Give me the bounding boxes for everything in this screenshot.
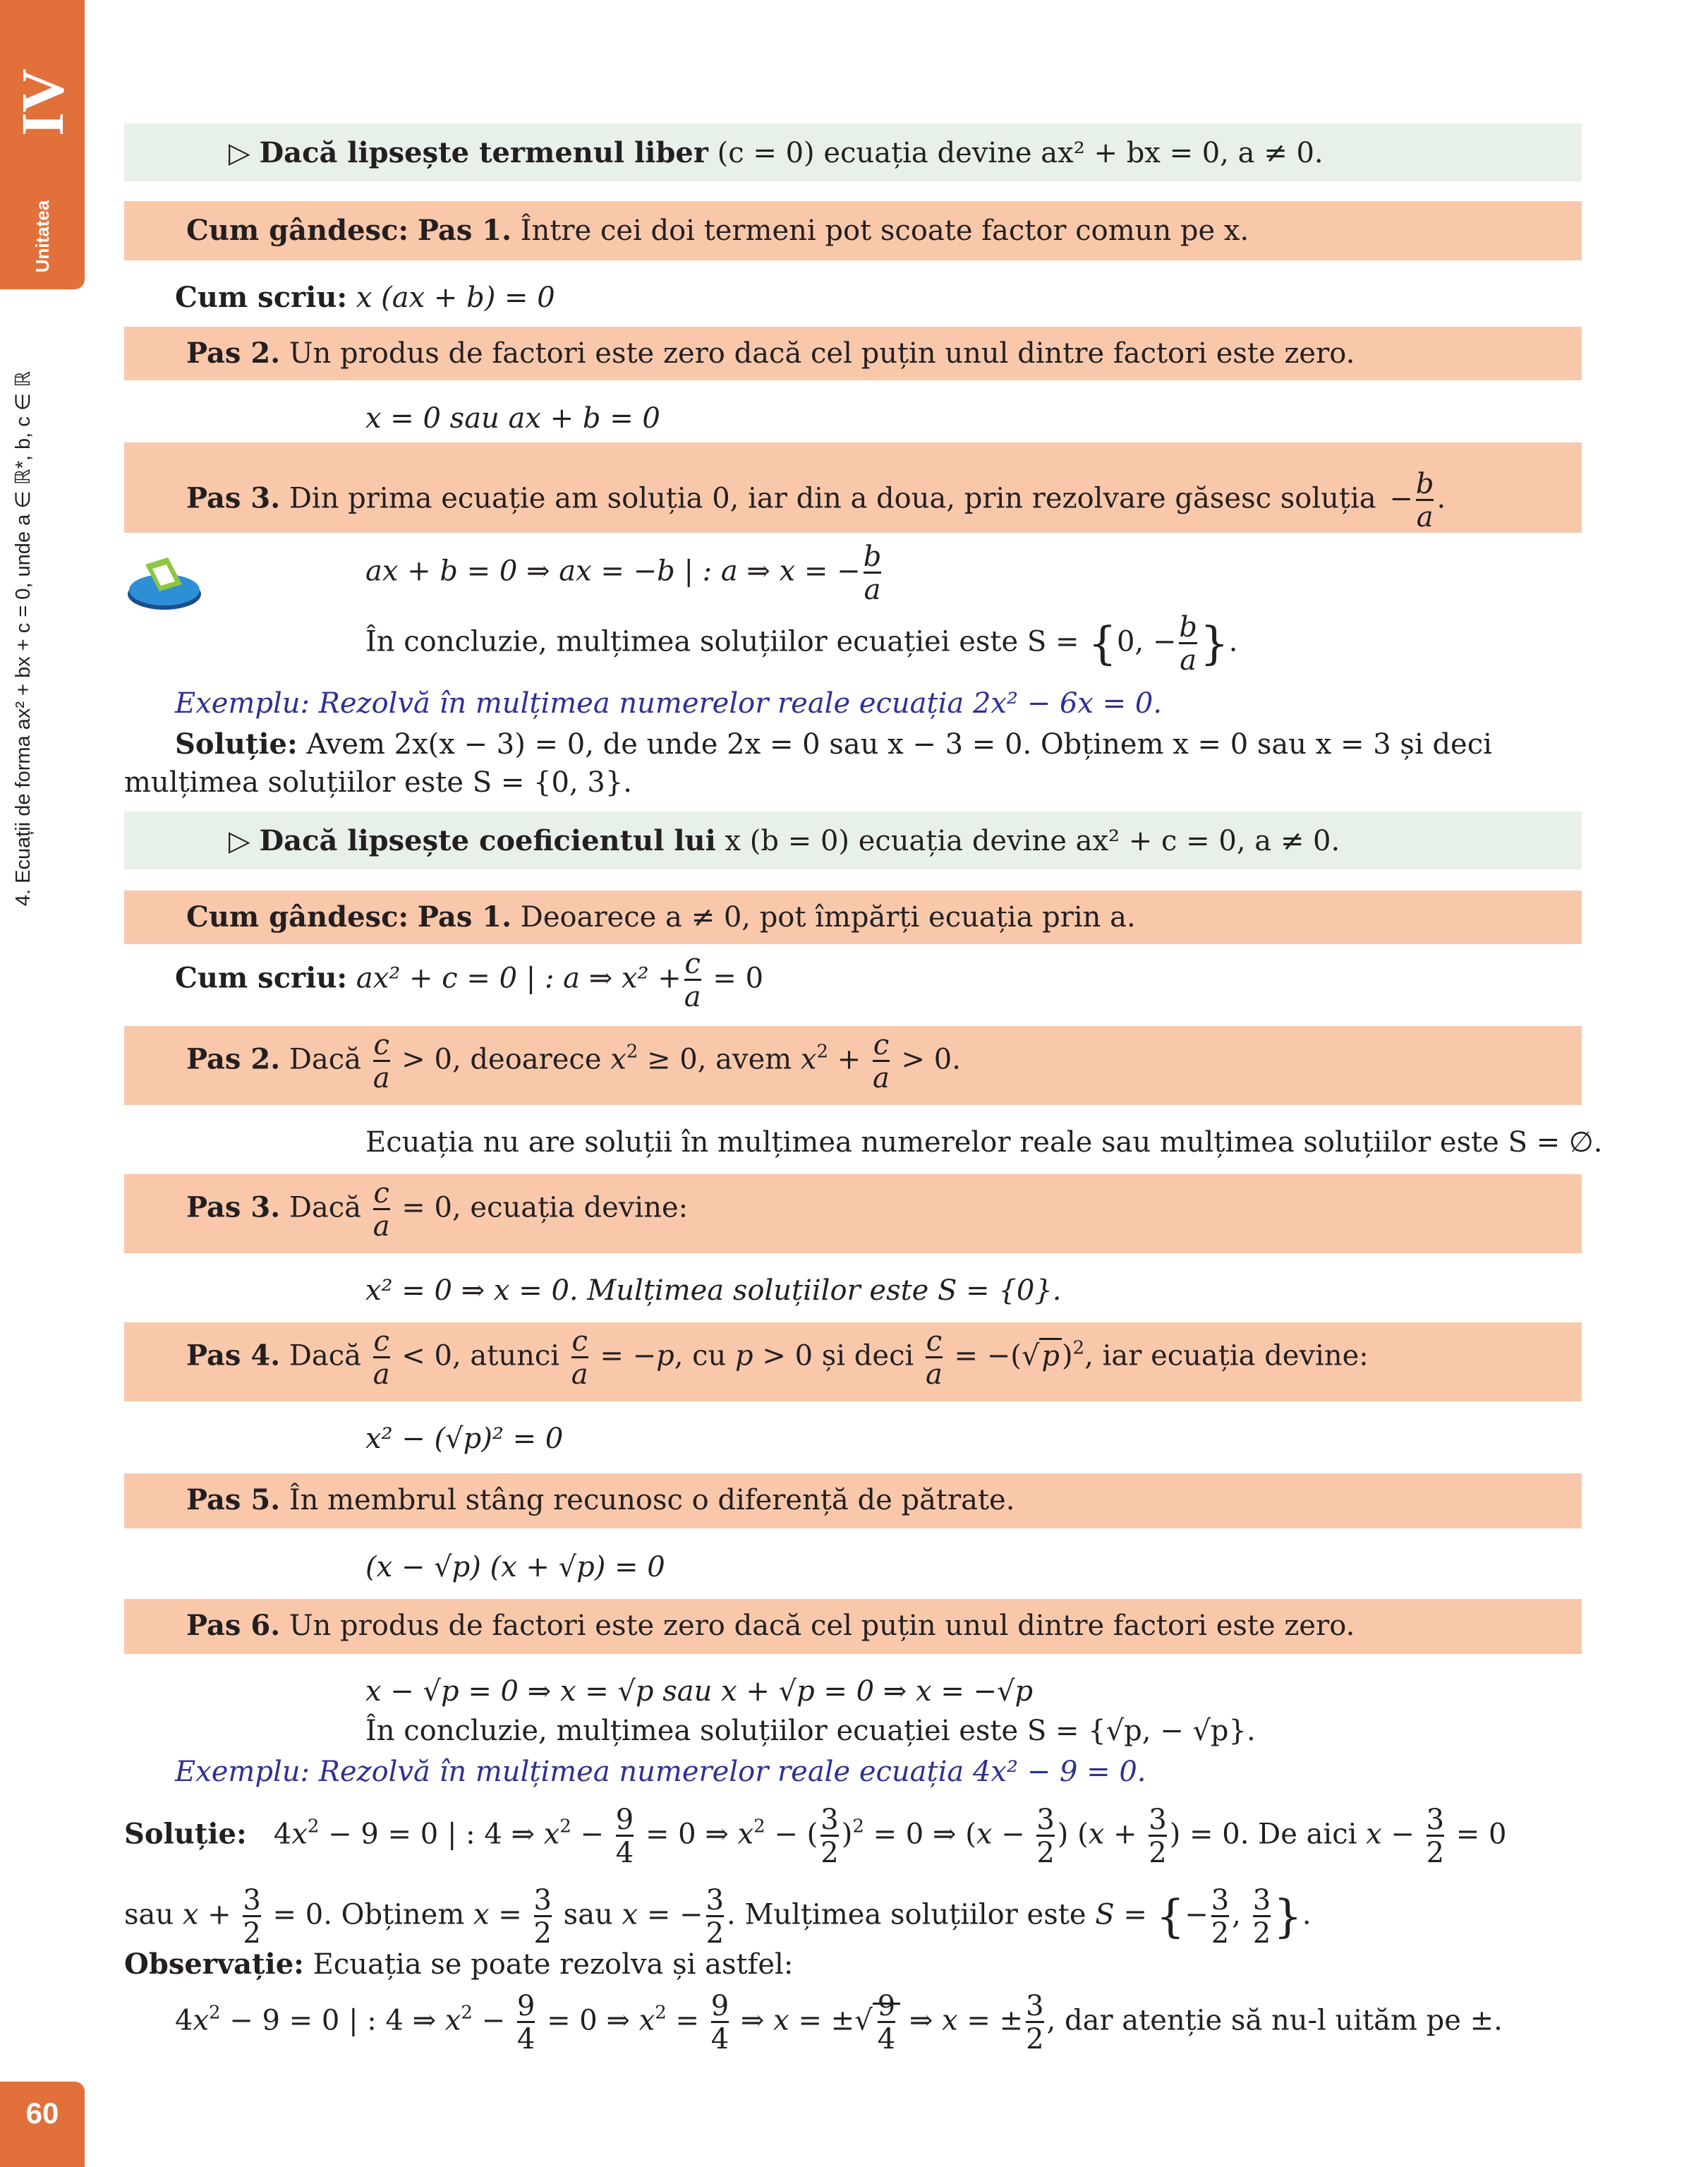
case1-cum-gandesc: Cum gândesc: [186, 214, 409, 247]
case1-pas2-expr: x = 0 sau ax + b = 0 [365, 402, 660, 435]
case2-header-rest: x (b = 0) ecuația devine ax² + c = 0, a ≠ 0. [725, 825, 1340, 857]
unit-roman: IV [8, 68, 76, 136]
case1-pas3-band: Pas 3. Din prima ecuație am soluția 0, iar din a doua, prin rezolvare găsesc soluția − $\frac{b}{a}$ . [124, 442, 1582, 533]
case1-conclusion: În concluzie, mulțimea soluțiilor ecuației este S = {0, − $\frac{b}{a}$ }. [365, 611, 1238, 677]
case1-pas1-text: Între cei doi termeni pot scoate factor comun pe x. [520, 215, 1249, 247]
case2-pas2-text: Ecuația nu are soluții în mulțimea numerelor reale sau mulțimea soluțiilor este S = ∅. [365, 1126, 1603, 1159]
case2-pas3-expr: x² = 0 ⇒ x = 0. Mulțimea soluțiilor este S = {0}. [365, 1274, 1062, 1307]
side-chapter-title: 4. Ecuații de forma ax² + bx + c = 0, unde a ∈ ℝ*, b, c ∈ ℝ [12, 370, 35, 907]
case2-conclusion: În concluzie, mulțimea soluțiilor ecuației este S = {√p, − √p}. [365, 1715, 1256, 1747]
page-number: 60 [0, 2082, 85, 2167]
case1-cum-scriu: Cum scriu: x (ax + b) = 0 [175, 281, 555, 314]
case2-pas4-expr: x² − (√p)² = 0 [365, 1423, 564, 1455]
case1-pas3-expr: ax + b = 0 ⇒ ax = −b | : a ⇒ x = − $\frac{b}{a}$ [365, 541, 882, 606]
case1-header: ▷ Dacă lipsește termenul liber (c = 0) ecuația devine ax² + bx = 0, a ≠ 0. [124, 123, 1582, 181]
case2-observation-expr: $4x^2 - 9 = 0$ | : 4 ⇒ $x^2$ − $\frac{9}{4}$ = 0 ⇒ $x^2$ = $\frac{9}{4}$ ⇒ x = ±√ $\frac{9}{4}$ ⇒ x = ± $\frac{3}{2}$ , dar atenție să nu-l uităm pe ±. [175, 1990, 1503, 2056]
case1-pas3-label: Pas 3. [186, 481, 281, 515]
case2-pas5-band: Pas 5. În membrul stâng recunosc o diferență de pătrate. [124, 1473, 1582, 1528]
case1-pas3-text: Din prima ecuație am soluția 0, iar din a doua, prin rezolvare găsesc soluția [289, 482, 1376, 515]
case2-pas5-expr: (x − √p) (x + √p) = 0 [365, 1551, 665, 1583]
case1-pas1-band [124, 201, 1582, 260]
case2-observation: Observație: Ecuația se poate rezolva și astfel: [124, 1948, 794, 1981]
case2-solution-line2: sau x + $\frac{3}{2}$ = 0. Obținem x = $\frac{3}{2}$ sau x = − $\frac{3}{2}$ . Mulțimea soluțiilor este S = {− $\frac{3}{2}$ , $\frac{3}{2}$ }. [124, 1884, 1312, 1950]
case2-pas2-band: Pas 2. Dacă $\frac{c}{a}$ > 0, deoarece $x^2 \ge 0$, avem $x^2$ + $\frac{c}{a}$ > 0. [124, 1026, 1582, 1105]
case2-pas1-text: Deoarece a ≠ 0, pot împărți ecuația prin a. [520, 901, 1136, 934]
case2-pas3-band: Pas 3. Dacă $\frac{c}{a}$ = 0, ecuația devine: [124, 1174, 1582, 1253]
case1-cum-scriu-expr: x (ax + b) = 0 [356, 282, 555, 314]
case1-pas1-label: Pas 1. [417, 214, 512, 247]
case1-solution: Soluție: Avem 2x(x − 3) = 0, de unde 2x = 0 sau x − 3 = 0. Obținem x = 0 sau x = 3 și deci [175, 728, 1492, 761]
case1-example: Exemplu: Rezolvă în mulțimea numerelor reale ecuația 2x² − 6x = 0. [175, 687, 1163, 720]
case1-header-rest: (c = 0) ecuația devine ax² + bx = 0, a ≠ 0. [717, 137, 1324, 169]
case2-pas6-expr: x − √p = 0 ⇒ x = √p sau x + √p = 0 ⇒ x = −√p [365, 1675, 1034, 1708]
calculator-icon [126, 550, 203, 614]
case2-pas1-band: Cum gândesc: Pas 1. Deoarece a ≠ 0, pot împărți ecuația prin a. [124, 891, 1582, 944]
case1-pas2-text: Un produs de factori este zero dacă cel puțin unul dintre factori este zero. [289, 337, 1355, 370]
fraction-b-over-a: $\frac{b}{a}$ [1415, 468, 1434, 533]
case2-pas4-band: Pas 4. Dacă $\frac{c}{a}$ < 0, atunci $\frac{c}{a}$ = −p, cu p > 0 și deci $\frac{c}{a}$ = $-(√p)^2$, iar ecuația devine: [124, 1322, 1582, 1401]
unit-tab [0, 0, 85, 289]
case1-solution-line2: mulțimea soluțiilor este S = {0, 3}. [124, 766, 632, 799]
case2-header: ▷ Dacă lipsește coeficientul lui x (b = 0) ecuația devine ax² + c = 0, a ≠ 0. [124, 811, 1582, 869]
case1-header-lead: Dacă lipsește termenul liber [259, 136, 708, 169]
case1-pas2-band [124, 327, 1582, 380]
case2-cum-scriu: Cum scriu: ax² + c = 0 | : a ⇒ x² + $\frac{c}{a}$ = 0 [175, 948, 764, 1013]
case2-solution: Soluție: $4x^2 - 9 = 0$ | : 4 ⇒ $x^2$ − $\frac{9}{4}$ = 0 ⇒ $x^2$ − ( $\frac{3}{2}$ )$^2$ = 0 ⇒ (x − $\frac{3}{2}$ ) (x + $\frac{3}{2}$ ) = 0. De aici x − $\frac{3}{2}$ = 0 [124, 1804, 1507, 1869]
unit-label: Unitatea [32, 200, 53, 273]
case1-pas2-label: Pas 2. [186, 337, 281, 370]
case2-header-lead: Dacă lipsește coeficientul lui [259, 824, 716, 857]
case2-pas6-band: Pas 6. Un produs de factori este zero dacă cel puțin unul dintre factori este zero. [124, 1599, 1582, 1654]
case2-example: Exemplu: Rezolvă în mulțimea numerelor reale ecuația 4x² − 9 = 0. [175, 1756, 1146, 1788]
